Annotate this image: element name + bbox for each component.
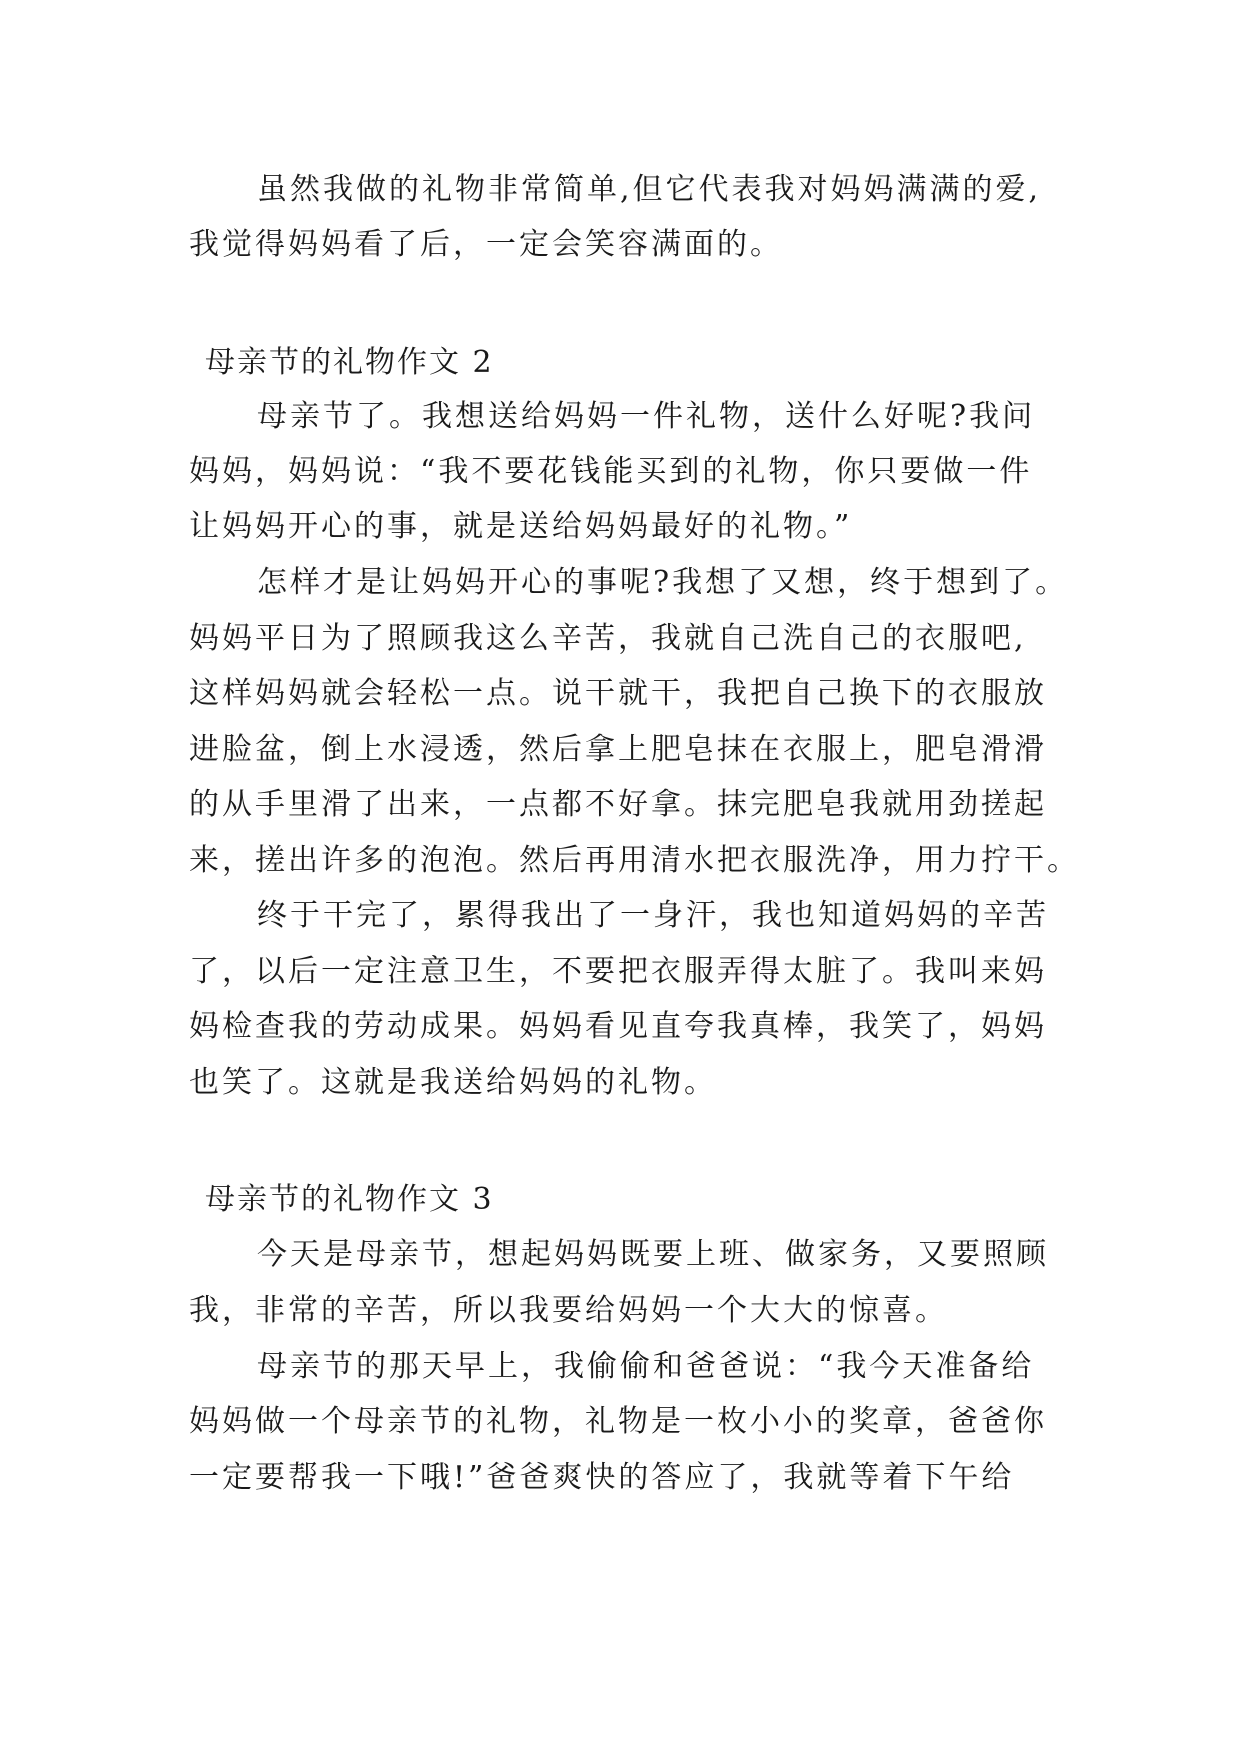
text-line: 妈妈，妈妈说：“我不要花钱能买到的礼物，你只要做一件 xyxy=(189,454,1033,489)
text-line: 这样妈妈就会轻松一点。说干就干，我把自己换下的衣服放 xyxy=(189,676,1047,711)
text-line: 了，以后一定注意卫生，不要把衣服弄得太脏了。我叫来妈 xyxy=(189,954,1047,989)
text-line: 让妈妈开心的事，就是送给妈妈最好的礼物。” xyxy=(189,509,853,544)
text-line: 一定要帮我一下哦!”爸爸爽快的答应了，我就等着下午给 xyxy=(189,1460,1015,1495)
text-line: 来，搓出许多的泡泡。然后再用清水把衣服洗净，用力拧干。 xyxy=(189,843,1080,878)
text-line: 虽然我做的礼物非常简单,但它代表我对妈妈满满的爱, xyxy=(257,172,1042,207)
text-line: 我，非常的辛苦，所以我要给妈妈一个大大的惊喜。 xyxy=(189,1293,948,1328)
text-line: 母亲节的那天早上，我偷偷和爸爸说：“我今天准备给 xyxy=(257,1349,1035,1384)
text-line: 进脸盆，倒上水浸透，然后拿上肥皂抹在衣服上，肥皂滑滑 xyxy=(189,732,1047,767)
text-line: 妈妈平日为了照顾我这么辛苦，我就自己洗自己的衣服吧, xyxy=(189,621,1027,656)
section-title: 母亲节的礼物作文 3 xyxy=(205,1182,494,1217)
text-line: 今天是母亲节，想起妈妈既要上班、做家务，又要照顾 xyxy=(257,1237,1049,1272)
text-line: 我觉得妈妈看了后，一定会笑容满面的。 xyxy=(189,227,783,262)
text-line: 妈检查我的劳动成果。妈妈看见直夸我真棒，我笑了，妈妈 xyxy=(189,1009,1047,1044)
text-line: 母亲节了。我想送给妈妈一件礼物，送什么好呢?我问 xyxy=(257,399,1036,434)
text-line: 也笑了。这就是我送给妈妈的礼物。 xyxy=(189,1065,717,1100)
section-title: 母亲节的礼物作文 2 xyxy=(205,345,494,380)
text-line: 怎样才是让妈妈开心的事呢?我想了又想，终于想到了。 xyxy=(257,565,1069,600)
text-line: 的从手里滑了出来，一点都不好拿。抹完肥皂我就用劲搓起 xyxy=(189,787,1047,822)
text-line: 终于干完了，累得我出了一身汗，我也知道妈妈的辛苦 xyxy=(257,898,1049,933)
text-line: 妈妈做一个母亲节的礼物，礼物是一枚小小的奖章，爸爸你 xyxy=(189,1404,1047,1439)
